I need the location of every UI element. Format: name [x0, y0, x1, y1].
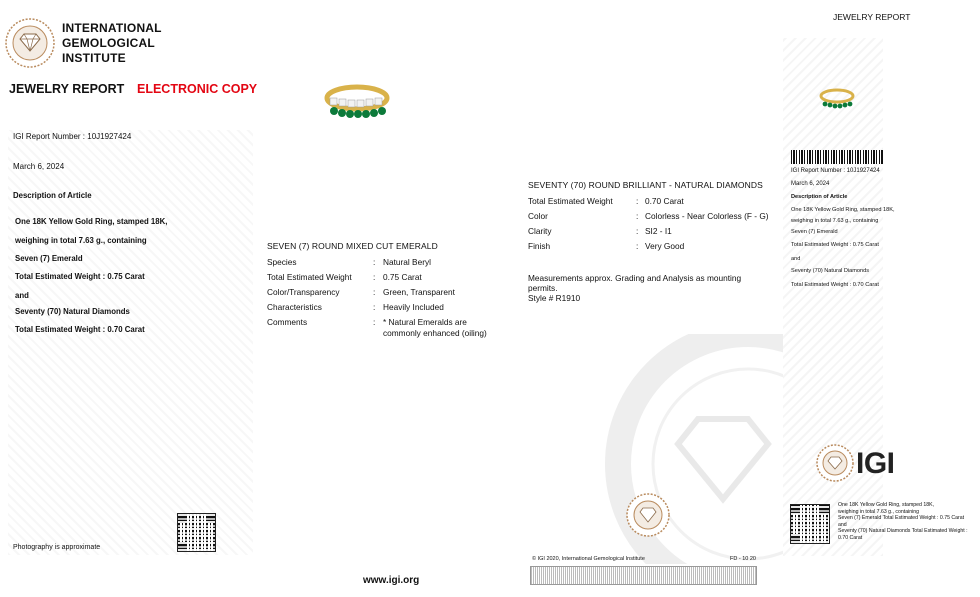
- security-strip: [530, 566, 757, 585]
- right-small-summary: One 18K Yellow Gold Ring, stamped 18K, weighing in total 7.63 g., containing Seven (7) Emerald Total Estimated Weight : 0.75 Carat and Seventy (70) Natural Diamonds Total Estimated Weight : 0.70 Carat: [838, 502, 968, 541]
- right-desc-line: Total Estimated Weight : 0.75 Carat: [791, 242, 879, 248]
- barcode: [791, 150, 883, 164]
- photo-note: Photography is approximate: [13, 544, 101, 551]
- separator-colon: :: [636, 241, 639, 251]
- emerald-weight-value: 0.75 Carat: [383, 272, 422, 282]
- measurement-note-cont: permits.: [528, 283, 558, 293]
- diamond-weight-value: 0.70 Carat: [645, 196, 684, 206]
- report-number: IGI Report Number : 10J1927424: [13, 132, 132, 141]
- ring-photo: [322, 78, 392, 122]
- igi-brand-seal: [816, 444, 854, 482]
- separator-colon: :: [636, 211, 639, 221]
- description-line: and: [15, 291, 29, 300]
- igi-brand-text: IGI: [856, 447, 895, 480]
- emerald-color-value: Green, Transparent: [383, 287, 455, 297]
- description-line: Total Estimated Weight : 0.70 Carat: [15, 325, 145, 334]
- emerald-weight-label: Total Estimated Weight: [267, 272, 352, 282]
- separator-colon: :: [373, 302, 376, 312]
- diamond-color-label: Color: [528, 211, 548, 221]
- organization-name: INTERNATIONAL GEMOLOGICAL INSTITUTE: [62, 21, 162, 65]
- emerald-species-value: Natural Beryl: [383, 257, 431, 267]
- copyright: © IGI 2020, International Gemological Institute: [532, 556, 645, 562]
- separator-colon: :: [636, 226, 639, 236]
- emerald-color-label: Color/Transparency: [267, 287, 340, 297]
- electronic-copy-label: ELECTRONIC COPY: [137, 82, 258, 96]
- diamond-clarity-label: Clarity: [528, 226, 552, 236]
- description-line: Seventy (70) Natural Diamonds: [15, 307, 130, 316]
- ring-thumbnail: [818, 85, 856, 111]
- diamond-clarity-value: SI2 - I1: [645, 226, 672, 236]
- emerald-comments-value: * Natural Emeralds are: [383, 317, 467, 327]
- right-desc-line: Total Estimated Weight : 0.70 Carat: [791, 282, 879, 288]
- diamond-weight-label: Total Estimated Weight: [528, 196, 613, 206]
- diamond-finish-value: Very Good: [645, 241, 685, 251]
- diamond-color-value: Colorless - Near Colorless (F - G): [645, 211, 769, 221]
- right-qr-code: [791, 505, 829, 543]
- style-number: Style # R1910: [528, 293, 581, 303]
- separator-colon: :: [373, 272, 376, 282]
- emerald-species-label: Species: [267, 257, 297, 267]
- website-link[interactable]: www.igi.org: [363, 575, 420, 586]
- separator-colon: :: [373, 287, 376, 297]
- separator-colon: :: [373, 317, 376, 327]
- right-report-date: March 6, 2024: [791, 181, 830, 187]
- right-desc-line: and: [791, 256, 801, 262]
- right-report-title: JEWELRY REPORT: [833, 12, 911, 22]
- diamond-finish-label: Finish: [528, 241, 551, 251]
- description-line: Seven (7) Emerald: [15, 254, 83, 263]
- qr-code: [178, 514, 215, 551]
- report-title: JEWELRY REPORT: [9, 82, 125, 96]
- small-seal-logo: [626, 493, 670, 537]
- right-description-heading: Description of Article: [791, 194, 848, 200]
- separator-colon: :: [636, 196, 639, 206]
- description-line: weighing in total 7.63 g., containing: [15, 236, 147, 245]
- emerald-section-title: SEVEN (7) ROUND MIXED CUT EMERALD: [267, 241, 438, 251]
- description-heading: Description of Article: [13, 191, 92, 200]
- description-line: One 18K Yellow Gold Ring, stamped 18K,: [15, 217, 168, 226]
- right-desc-line: One 18K Yellow Gold Ring, stamped 18K,: [791, 207, 895, 213]
- emerald-comments-label: Comments: [267, 317, 308, 327]
- right-desc-line: weighing in total 7.63 g., containing: [791, 218, 879, 224]
- right-report-number: IGI Report Number : 10J1927424: [791, 168, 880, 174]
- emerald-characteristics-label: Characteristics: [267, 302, 322, 312]
- measurement-note: Measurements approx. Grading and Analysis as mounting: [528, 273, 742, 283]
- right-desc-line: Seven (7) Emerald: [791, 229, 838, 235]
- separator-colon: :: [373, 257, 376, 267]
- diamond-section-title: SEVENTY (70) ROUND BRILLIANT - NATURAL DIAMONDS: [528, 180, 763, 190]
- right-desc-line: Seventy (70) Natural Diamonds: [791, 268, 870, 274]
- form-code: FD - 10 20: [730, 556, 756, 562]
- report-date: March 6, 2024: [13, 162, 65, 171]
- emerald-characteristics-value: Heavily Included: [383, 302, 444, 312]
- igi-seal-logo: [5, 18, 55, 68]
- description-line: Total Estimated Weight : 0.75 Carat: [15, 272, 145, 281]
- emerald-comments-value-cont: commonly enhanced (oiling): [383, 328, 487, 338]
